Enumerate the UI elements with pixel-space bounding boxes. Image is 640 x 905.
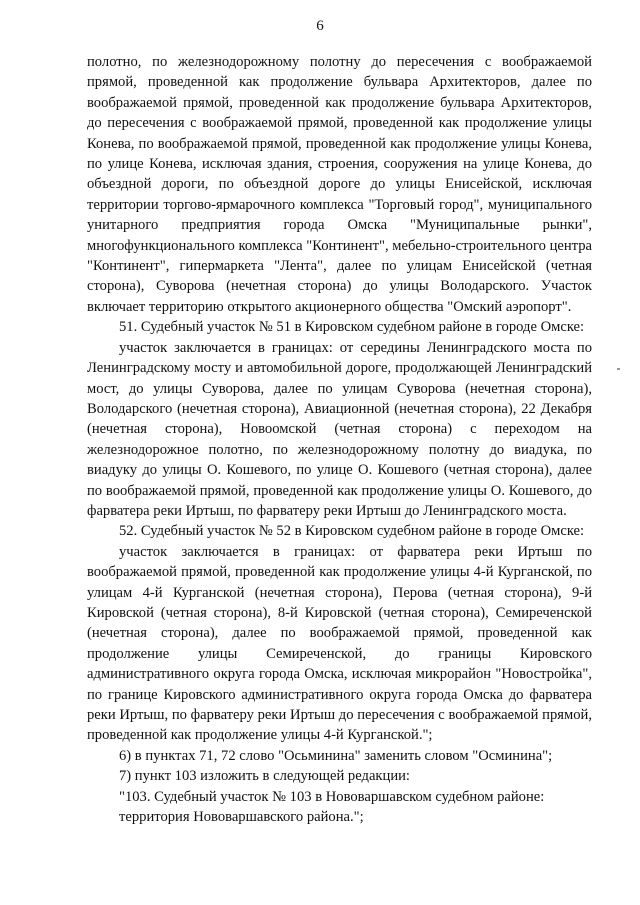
section-51-boundary-text: участок заключается в границах: от середины Ленинградского моста по Ленинградскому мосту и автомобильной дороге, продолжающей Ленинградский мост, до улицы Суворова, далее по улицам Суворова (нечетная сторона), Володарского (нечетная сторона), Авиационной (нечетная сторона), 22 Декабря (нечетная сторона), Новоомской (четная сторона) с переходом на железнодорожное полотно, по железнодорожному полотну до виадука, по виадуку до улицы О. Кошевого, по улице О. Кошевого (четная сторона), далее по воображаемой прямой, проведенной как продолжение улицы О. Кошевого, до фарватера реки Иртыш, по фарватеру реки Иртыш до Ленинградского моста. [87,339,592,519]
scan-artifact-mark [617,368,620,370]
section-heading-51: 51. Судебный участок № 51 в Кировском судебном районе в городе Омске: [119,319,585,336]
section-heading-52: 52. Судебный участок № 52 в Кировском судебном районе в городе Омске: [119,523,585,540]
quoted-section-103-heading: "103. Судебный участок № 103 в Нововаршавском судебном районе: [119,788,545,805]
amendment-item-7: 7) пункт 103 изложить в следующей редакции: [119,768,410,785]
section-52-boundary-text: участок заключается в границах: от фарватера реки Иртыш по воображаемой прямой, проведенной как продолжение улицы 4-й Курганской, по улицам 4-й Курганской (нечетная сторона), Перова (четная сторона), 9-й Кировской (четная сторона), 8-й Кировской (четная сторона), Семиреченской (нечетная сторона), далее по воображаемой прямой, проведенной как продолжение улицы Семиреченской, до границы Кировского административного округа города Омска, исключая микрорайон "Новостройка", по границе Кировского административного округа города Омска до фарватера реки Иртыш, по фарватеру реки Иртыш до пересечения с воображаемой прямой, проведенной как продолжение улицы 4-й Курганской."; [87,543,592,744]
paragraph-continuation: полотно, по железнодорожному полотну до пересечения с воображаемой прямой, проведенной как продолжение бульвара Архитекторов, далее по воображаемой прямой, проведенной как продолжение бульвара Архитекторов, до пересечения с воображаемой прямой, проведенной как продолжение улицы Конева, по воображаемой прямой, проведенной как продолжение улицы Конева, по улице Конева, исключая здания, строения, сооружения на улице Конева, до объездной дороги, по объездной дороге до улицы Енисейской, исключая территории торгово-ярмарочного комплекса "Торговый город", муниципального унитарного предприятия города Омска "Муниципальные рынки", многофункционального комплекса "Континент", мебельно-строительного центра "Континент", гипермаркета "Лента", далее по улицам Енисейской (четная сторона), Суворова (нечетная сторона) до улицы Володарского. Участок включает территорию открытого акционерного общества "Омский аэропорт". [87,54,592,315]
page-number: 6 [316,18,324,34]
quoted-section-103-text: территория Нововаршавского района."; [119,809,364,826]
amendment-item-6: 6) в пунктах 71, 72 слово "Осьминина" заменить словом "Осминина"; [119,747,553,764]
document-body [87,52,592,827]
